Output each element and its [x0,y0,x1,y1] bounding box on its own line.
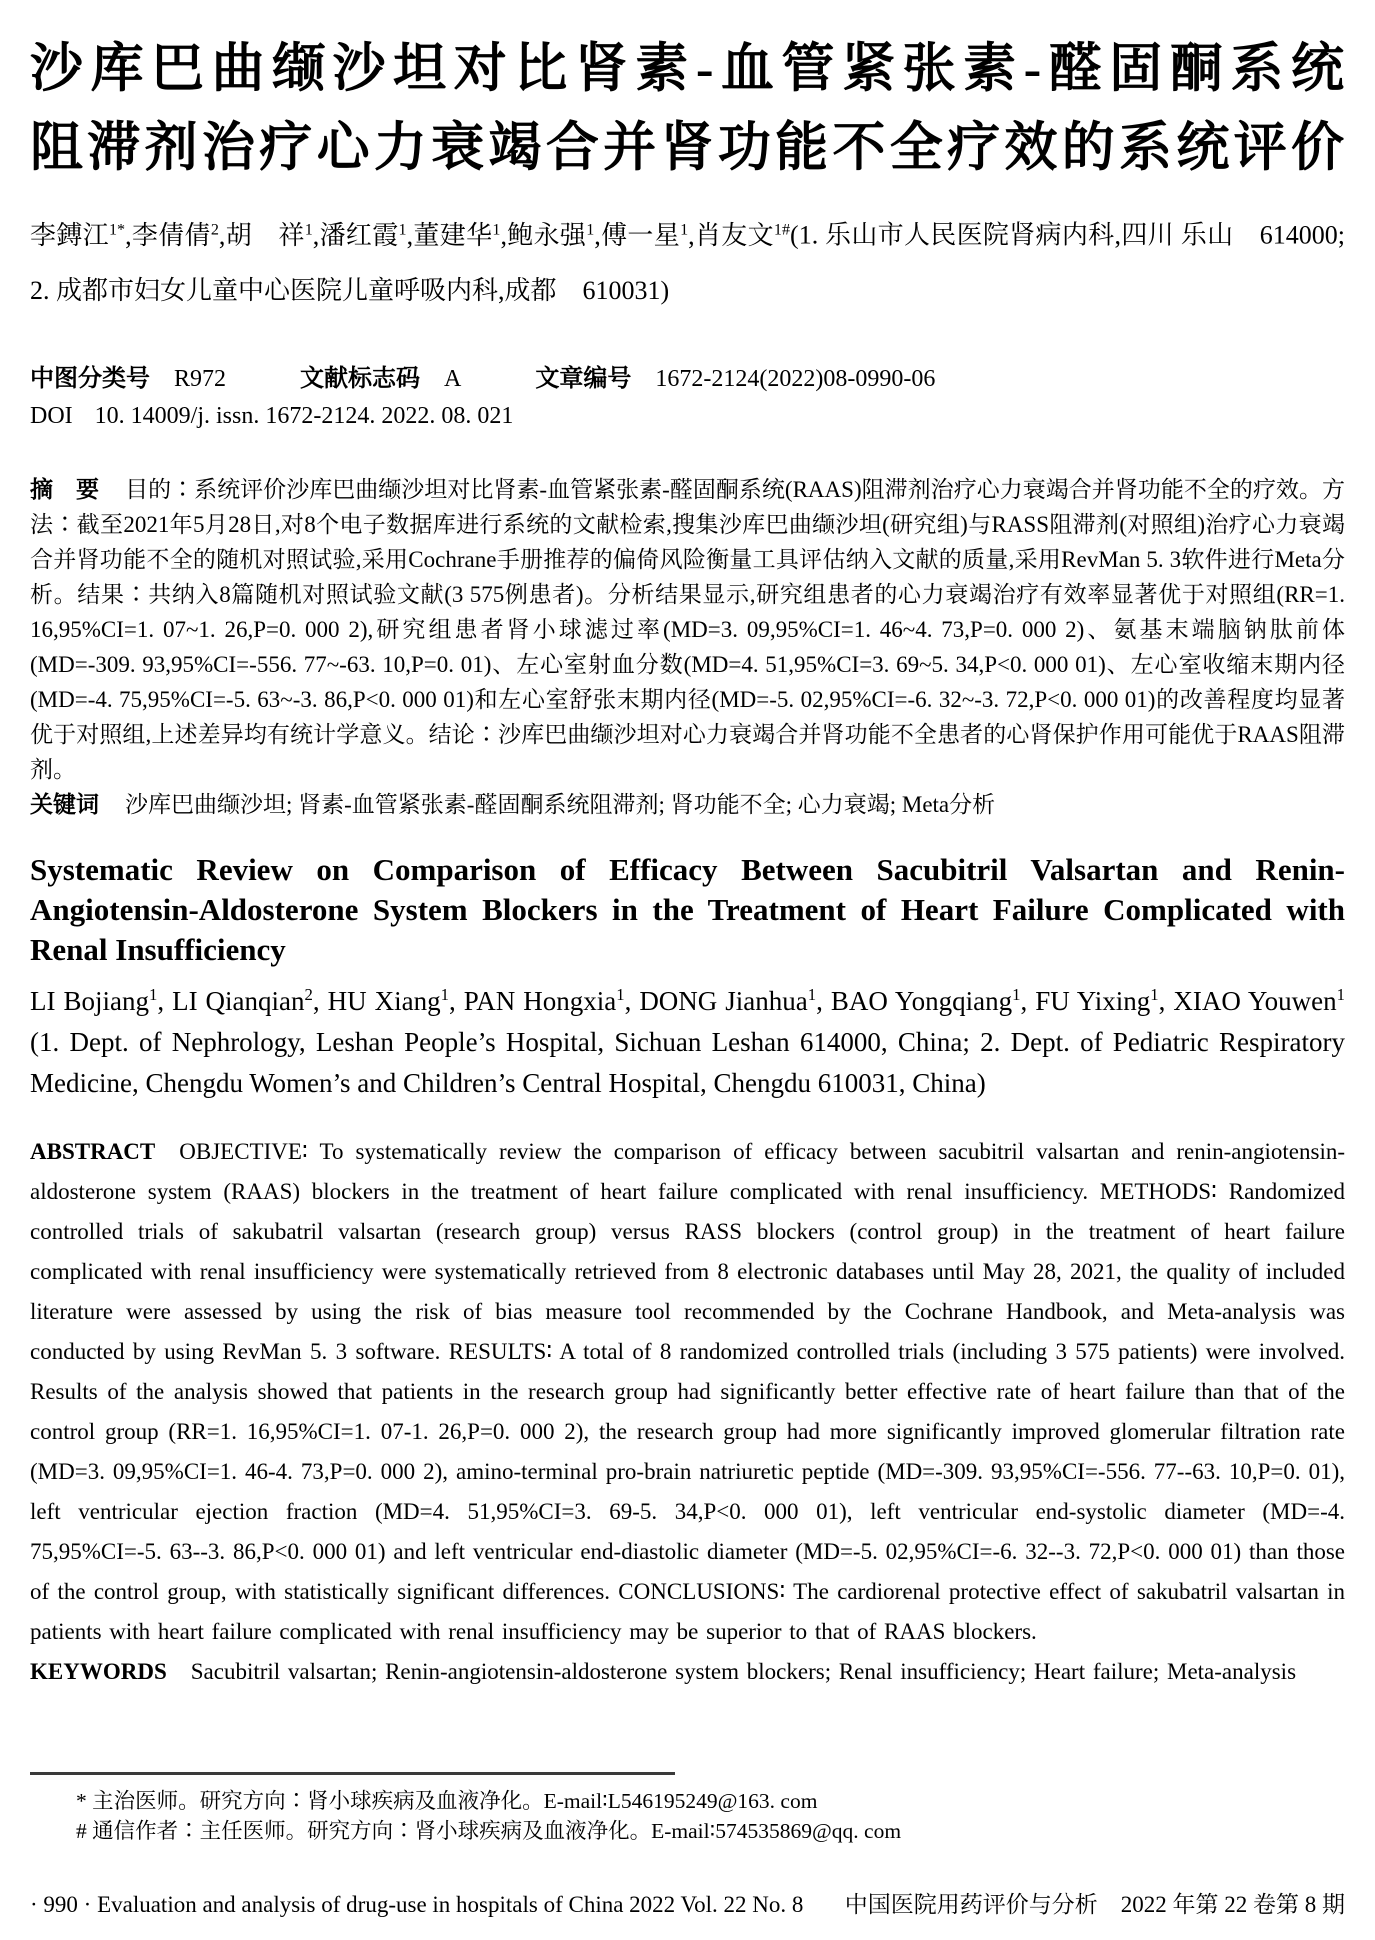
meta-doc-code-label: 文献标志码 [300,364,421,392]
meta-clc-label: 中图分类号 [30,364,150,392]
author-superscript: 1 [1150,984,1159,1004]
author-name: PAN Hongxia [463,985,617,1016]
title-zh-line2: 阻滞剂治疗心力衰竭合并肾功能不全疗效的系统评价 [30,119,1345,177]
abstract-en [30,1132,1345,1652]
authors-zh-list: 李鎛江$^{1*}$,李倩倩$^2$,胡 祥$^1$,潘红霞$^1$,董建华$^1$,鲍永强$^1$,傅一星$^1$,肖友文$^{1\#}$ [30,220,791,250]
author-superscript: 2 [210,221,219,238]
footer-journal-en: · 990 · Evaluation and analysis of drug-use in hospitals of China 2022 Vol. 22 No. 8 [30,1892,804,1917]
author-name: FU Yixing [1035,985,1151,1016]
meta-clc [30,358,226,393]
author-name: BAO Yongqiang [830,985,1013,1016]
abstract-en-text: OBJECTIVE∶ To systematically review the comparison of efficacy between sacubitril valsartan and renin-angiotensin-aldosterone system (RAAS) blockers in the treatment of heart failure complicated with renal insufficiency. METHODS∶ Randomized controlled trials of sakubatril valsartan (research group) versus RASS blockers (control group) in the treatment of heart failure complicated with renal insufficiency were systematically retrieved from 8 electronic databases until May 28, 2021, the quality of included literature were assessed by using the risk of bias measure tool recommended by the Cochrane Handbook, and Meta-analysis was conducted by using RevMan 5. 3 software. RESULTS∶ A total of 8 randomized controlled trials (including 3 575 patients) were involved. Results of the analysis showed that patients in the research group had significantly better effective rate of heart failure than that of the control group (RR=1. 16,95%CI=1. 07-1. 26,P=0. 000 2), the research group had more significantly improved glomerular filtration rate (MD=3. 09,95%CI=1. 46-4. 73,P=0. 000 2), amino-terminal pro-brain natriuretic peptide (MD=-309. 93,95%CI=-556. 77--63. 10,P=0. 01), left ventricular ejection fraction (MD=4. 51,95%CI=3. 69-5. 34,P<0. 000 01), left ventricular end-systolic diameter (MD=-4. 75,95%CI=-5. 63--3. 86,P<0. 000 01) and left ventricular end-diastolic diameter (MD=-5. 02,95%CI=-6. 32--3. 72,P<0. 000 01) than those of the control group, with statistically significant differences. CONCLUSIONS∶ The cardiorenal protective effect of sakubatril valsartan in patients with heart failure complicated with renal insufficiency may be superior to that of RAAS blockers. [30,1138,1345,1644]
footnotes [30,1786,1345,1846]
doi-row [30,403,1345,430]
keywords-en [30,1652,1345,1692]
meta-clc-value: R972 [174,365,227,392]
abstract-zh [30,472,1345,787]
authors-en [30,974,1345,1104]
author-superscript: 1 [680,221,689,238]
keywords-en-text: Sacubitril valsartan; Renin-angiotensin-aldosterone system blockers; Renal insufficiency; Heart failure; Meta-analysis [190,1658,1297,1684]
keywords-zh-text: 沙库巴曲缬沙坦; 肾素-血管紧张素-醛固酮系统阻滞剂; 肾功能不全; 心力衰竭; Meta分析 [125,791,996,817]
author-superscript: 1 [440,984,449,1004]
authors-en-list: LI Bojiang$^1$, LI Qianqian$^2$, HU Xiang$^1$, PAN Hongxia$^1$, DONG Jianhua$^1$, BAO Yongqiang$^1$, FU Yixing$^1$, XIAO Youwen$^1$ [30,984,1346,1016]
abstract-zh-text: 目的∶系统评价沙库巴曲缬沙坦对比肾素-血管紧张素-醛固酮系统(RAAS)阻滞剂治疗心力衰竭合并肾功能不全的疗效。方法∶截至2021年5月28日,对8个电子数据库进行系统的文献检索,搜集沙库巴曲缬沙坦(研究组)与RASS阻滞剂(对照组)治疗心力衰竭合并肾功能不全的随机对照试验,采用Cochrane手册推荐的偏倚风险衡量工具评估纳入文献的质量,采用RevMan 5. 3软件进行Meta分析。结果∶共纳入8篇随机对照试验文献(3 575例患者)。分析结果显示,研究组患者的心力衰竭治疗有效率显著优于对照组(RR=1. 16,95%CI=1. 07~1. 26,P=0. 000 2),研究组患者肾小球滤过率(MD=3. 09,95%CI=1. 46~4. 73,P=0. 000 2)、氨基末端脑钠肽前体(MD=-309. 93,95%CI=-556. 77~-63. 10,P=0. 01)、左心室射血分数(MD=4. 51,95%CI=3. 69~5. 34,P<0. 000 01)、左心室收缩末期内径(MD=-4. 75,95%CI=-5. 63~-3. 86,P<0. 000 01)和左心室舒张末期内径(MD=-5. 02,95%CI=-6. 32~-3. 72,P<0. 000 01)的改善程度均显著优于对照组,上述差异均有统计学意义。结论∶沙库巴曲缬沙坦对心力衰竭合并肾功能不全患者的心肾保护作用可能优于RAAS阻滞剂。 [30,476,1345,782]
author-name: LI Bojiang [30,985,149,1016]
author-name: 鲍永强 [506,220,587,250]
meta-doc-code [300,358,461,393]
author-name: 潘红霞 [319,220,399,250]
author-name: DONG Jianhua [639,985,808,1016]
author-superscript: 1 [398,221,407,238]
author-superscript: 1 [586,221,595,238]
meta-doc-code-value: A [444,365,462,392]
author-superscript: 1 [492,221,501,238]
abstract-zh-label: 摘 要 [30,475,100,502]
author-superscript: 1 [1336,984,1346,1004]
article-title-en: Systematic Review on Comparison of Efficacy Between Sacubitril Valsartan and Renin-Angiotensin-Aldosterone System Blockers in the Treatment of Heart Failure Complicated with Renal Insufficiency [30,851,1345,967]
footnote-corresponding-author: # 通信作者∶主任医师。研究方向∶肾小球疾病及血液净化。E-mail∶574535869@qq. com [76,1819,902,1843]
meta-article-id-value: 1672-2124(2022)08-0990-06 [655,365,936,392]
author-name: 傅一星 [600,220,681,250]
keywords-zh-label: 关键词 [30,790,99,817]
author-superscript: 2 [304,984,313,1004]
footer-journal-zh: 中国医院用药评价与分析 2022 年第 22 卷第 8 期 [844,1892,1345,1917]
author-superscript: 1 [1012,984,1021,1004]
author-superscript: 1 [148,984,158,1004]
article-title-zh [30,30,1345,188]
affiliation-zh: (1. 乐山市人民医院肾病内科,四川 乐山 614000; 2. 成都市妇女儿童中心医院儿童呼吸内科,成都 610031) [30,220,1345,305]
author-name: 胡 祥 [225,220,305,250]
keywords-en-label: KEYWORDS [30,1658,167,1684]
footnote-separator [30,1772,675,1775]
author-name: 董建华 [413,220,493,250]
author-name: 肖友文 [694,220,774,250]
doi-label: DOI [30,402,73,429]
footnote-first-author: * 主治医师。研究方向∶肾小球疾病及血液净化。E-mail∶L546195249@163. com [76,1789,818,1813]
meta-article-id [535,358,935,393]
author-superscript: 1 [616,984,625,1004]
abstract-en-label: ABSTRACT [30,1138,156,1164]
title-zh-line1: 沙库巴曲缬沙坦对比肾素-血管紧张素-醛固酮系统 [30,40,1345,98]
meta-row [30,358,1345,393]
author-superscript: 1 [304,221,313,238]
author-name: 李鎛江 [30,220,109,250]
author-superscript: 1* [108,221,126,238]
authors-zh [30,202,1345,318]
doi-value: 10. 14009/j. issn. 1672-2124. 2022. 08. 021 [94,402,514,429]
affiliation-en: (1. Dept. of Nephrology, Leshan People’s Hospital, Sichuan Leshan 614000, China; 2. Dept. of Pediatric Respiratory Medicine, Chengdu Women’s and Children’s Central Hospital, Chengdu 610031, China) [30,1026,1345,1098]
author-superscript: 1 [807,984,817,1004]
keywords-zh [30,787,1345,822]
author-name: LI Qianqian [172,985,305,1016]
meta-article-id-label: 文章编号 [535,364,632,392]
author-name: HU Xiang [327,985,441,1016]
author-superscript: 1# [773,221,791,238]
author-name: XIAO Youwen [1173,985,1337,1016]
author-name: 李倩倩 [131,220,211,250]
page-footer [30,1886,1345,1919]
